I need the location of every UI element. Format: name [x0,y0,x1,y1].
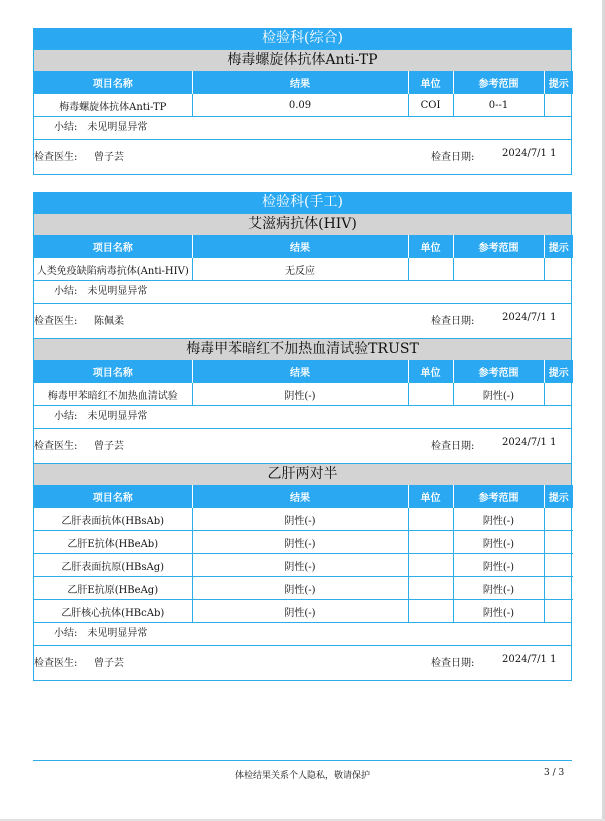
privacy-notice: 体检结果关系个人隐私，敬请保护 [234,771,370,781]
doctor-label: 检查医生: [34,316,78,327]
summary-row [34,622,571,645]
summary-row [34,280,571,303]
doctor-label: 检查医生: [34,152,78,163]
test-group-title: 梅毒甲苯暗红不加热血清试验TRUST [34,338,571,360]
date-label: 检查日期: [431,441,475,452]
table-cell: 阴性(-) [453,508,544,531]
signature-row [34,139,571,174]
department-section [33,28,572,175]
table-cell: 无反应 [192,258,408,281]
column-header: 参考范围 [453,71,544,94]
column-header: 结果 [192,485,408,508]
summary-text: 未见明显异常 [87,286,148,297]
column-header: 项目名称 [34,485,192,508]
summary-row [34,405,571,428]
department-title: 检验科(手工) [34,192,571,213]
summary-text: 未见明显异常 [87,628,148,639]
date-label: 检查日期: [431,152,475,163]
table-row [34,531,573,554]
column-header: 单位 [408,360,453,383]
table-cell [408,600,453,623]
column-header: 结果 [192,235,408,258]
table-cell: 人类免疫缺陷病毒抗体(Anti-HIV) [34,258,192,281]
column-header: 项目名称 [34,360,192,383]
column-header: 提示 [544,360,573,383]
table-cell: 乙肝表面抗体(HBsAb) [34,508,192,531]
table-cell [544,600,573,623]
signature-row [34,428,571,463]
column-header: 结果 [192,360,408,383]
table-cell [408,577,453,600]
table-cell: 阴性(-) [453,554,544,577]
table-cell [544,531,573,554]
table-header-row [34,485,573,508]
column-header: 单位 [408,71,453,94]
column-header: 提示 [544,485,573,508]
doctor-name: 陈佩柔 [94,316,124,327]
column-header: 项目名称 [34,71,192,94]
test-group-title: 梅毒螺旋体抗体Anti-TP [34,49,571,71]
summary-label: 小结: [54,411,78,422]
table-cell: 梅毒螺旋体抗体Anti-TP [34,94,192,117]
results-table [34,485,573,622]
signature-row [34,645,571,680]
results-table [34,235,573,280]
department-section [33,192,572,681]
doctor-name: 曾子芸 [94,441,124,452]
results-table [34,360,573,405]
table-header-row [34,360,573,383]
table-cell: 乙肝E抗体(HBeAb) [34,531,192,554]
date-label: 检查日期: [431,658,475,669]
table-row [34,258,573,281]
table-cell: 阴性(-) [453,531,544,554]
results-table [34,71,573,116]
table-cell [408,258,453,281]
table-cell [408,554,453,577]
table-row [34,508,573,531]
table-cell: 阴性(-) [192,600,408,623]
table-cell [544,554,573,577]
table-cell [408,508,453,531]
column-header: 项目名称 [34,235,192,258]
table-cell: COI [408,94,453,117]
table-row [34,554,573,577]
footer-divider [33,760,572,761]
table-cell: 阴性(-) [192,383,408,406]
column-header: 参考范围 [453,485,544,508]
table-cell [544,577,573,600]
date-label: 检查日期: [431,316,475,327]
table-cell: 乙肝表面抗原(HBsAg) [34,554,192,577]
exam-date: 2024/7/1 1 [502,654,557,665]
table-cell [408,383,453,406]
table-row [34,577,573,600]
table-cell: 乙肝E抗原(HBeAg) [34,577,192,600]
column-header: 参考范围 [453,360,544,383]
table-cell: 阴性(-) [453,600,544,623]
table-cell: 阴性(-) [192,508,408,531]
table-row [34,600,573,623]
summary-label: 小结: [54,628,78,639]
table-cell: 阴性(-) [192,531,408,554]
summary-text: 未见明显异常 [87,411,148,422]
exam-date: 2024/7/1 1 [502,312,557,323]
column-header: 结果 [192,71,408,94]
summary-row [34,116,571,139]
table-cell [544,258,573,281]
doctor-label: 检查医生: [34,658,78,669]
table-cell [408,531,453,554]
page-number: 3 / 3 [544,768,565,778]
column-header: 提示 [544,235,573,258]
table-row [34,383,573,406]
table-cell: 0.09 [192,94,408,117]
table-header-row [34,235,573,258]
column-header: 参考范围 [453,235,544,258]
doctor-name: 曾子芸 [94,152,124,163]
table-cell [544,508,573,531]
table-cell: 0--1 [453,94,544,117]
signature-row [34,303,571,338]
doctor-name: 曾子芸 [94,658,124,669]
doctor-label: 检查医生: [34,441,78,452]
table-cell: 阴性(-) [453,383,544,406]
table-cell [453,258,544,281]
summary-text: 未见明显异常 [87,122,148,133]
test-group-title: 乙肝两对半 [34,463,571,485]
column-header: 提示 [544,71,573,94]
table-cell [544,383,573,406]
table-cell: 阴性(-) [192,554,408,577]
table-cell: 乙肝核心抗体(HBcAb) [34,600,192,623]
summary-label: 小结: [54,122,78,133]
table-row [34,94,573,117]
test-group-title: 艾滋病抗体(HIV) [34,213,571,235]
table-header-row [34,71,573,94]
column-header: 单位 [408,485,453,508]
exam-date: 2024/7/1 1 [502,148,557,159]
exam-date: 2024/7/1 1 [502,437,557,448]
table-cell: 梅毒甲苯暗红不加热血清试验 [34,383,192,406]
department-title: 检验科(综合) [34,28,571,49]
table-cell: 阴性(-) [453,577,544,600]
table-cell: 阴性(-) [192,577,408,600]
summary-label: 小结: [54,286,78,297]
column-header: 单位 [408,235,453,258]
table-cell [544,94,573,117]
